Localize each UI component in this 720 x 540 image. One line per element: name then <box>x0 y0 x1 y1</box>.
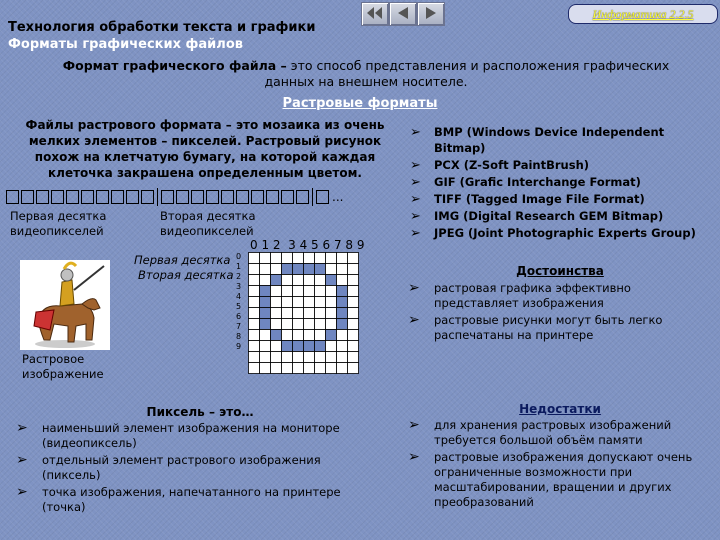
grid-cell <box>260 341 271 352</box>
list-item: ➢ TIFF (Tagged Image File Format) <box>410 192 645 207</box>
arrow-bullet-icon: ➢ <box>408 312 420 328</box>
grid-cell <box>260 286 271 297</box>
raster-image-caption: Растровое изображение <box>22 352 104 381</box>
list-item: ➢ растровые рисунки могут быть легко распечатаны на принтере <box>408 312 663 342</box>
grid-cell <box>260 275 271 286</box>
grid-cell <box>293 352 304 363</box>
grid-cell <box>337 352 348 363</box>
raster-formats-heading: Растровые форматы <box>282 96 438 111</box>
next-slide-button[interactable] <box>417 2 445 26</box>
grid-cell <box>304 352 315 363</box>
arrow-bullet-icon: ➢ <box>410 158 421 173</box>
list-item: ➢ точка изображения, напечатанного на принтере (точка) <box>16 484 341 514</box>
grid-cell <box>293 286 304 297</box>
grid-cell <box>304 253 315 264</box>
arrow-bullet-icon: ➢ <box>410 125 421 140</box>
grid-cell <box>282 308 293 319</box>
section-badge-link[interactable]: Информатика 2.2.5 <box>568 4 718 24</box>
pixel-cell <box>111 190 124 204</box>
grid-cell <box>260 253 271 264</box>
grid-cell <box>271 330 282 341</box>
pixel-cell <box>221 190 234 204</box>
pixel-cell <box>191 190 204 204</box>
pixel-cell <box>266 190 279 204</box>
grid-cell <box>304 363 315 374</box>
grid-cell <box>249 352 260 363</box>
grid-cell <box>260 319 271 330</box>
pixel-title: Пиксель – это… <box>146 405 254 419</box>
grid-cell <box>249 275 260 286</box>
pixel-cell <box>296 190 309 204</box>
grid-cell <box>293 297 304 308</box>
grid-cell <box>337 308 348 319</box>
grid-cell <box>326 286 337 297</box>
list-item: ➢ растровая графика эффективно представляет изображения <box>408 280 631 310</box>
grid-cell <box>282 286 293 297</box>
pixel-cell <box>6 190 19 204</box>
grid-cell <box>271 264 282 275</box>
pixel-cell <box>176 190 189 204</box>
grid-cell <box>315 352 326 363</box>
pixel-cell <box>141 190 154 204</box>
grid-cell <box>271 319 282 330</box>
grid-cell <box>337 341 348 352</box>
pixel-grid-svg <box>248 252 360 374</box>
pixel-cell <box>126 190 139 204</box>
grid-cell <box>293 275 304 286</box>
grid-cell <box>304 308 315 319</box>
grid-cell <box>282 297 293 308</box>
pixel-strip <box>6 188 343 206</box>
grid-cell <box>271 308 282 319</box>
grid-cell <box>315 308 326 319</box>
first-ten-label: Первая десятка видеопикселей <box>10 209 107 238</box>
disadvantages-list <box>408 418 708 512</box>
pixel-list <box>16 421 361 517</box>
arrow-bullet-icon: ➢ <box>410 209 421 224</box>
grid-cell <box>293 264 304 275</box>
grid-cell <box>271 286 282 297</box>
pixel-cell <box>81 190 94 204</box>
grid-cell <box>304 286 315 297</box>
grid-row-numbers: 0 1 2 3 4 5 6 7 8 9 <box>236 252 242 351</box>
disadvantages-title: Недостатки <box>519 402 601 416</box>
page-subtitle: Форматы графических файлов <box>8 37 243 52</box>
grid-cell <box>271 297 282 308</box>
list-item: ➢ PCX (Z-Soft PaintBrush) <box>410 158 590 173</box>
grid-cell <box>293 363 304 374</box>
pixel-cell <box>206 190 219 204</box>
list-item: ➢ GIF (Grafic Interchange Format) <box>410 175 641 190</box>
grid-cell <box>282 264 293 275</box>
grid-cell <box>315 330 326 341</box>
pixel-cell <box>36 190 49 204</box>
arrow-back-icon <box>366 6 384 20</box>
arrow-bullet-icon: ➢ <box>16 420 28 436</box>
arrow-bullet-icon: ➢ <box>410 175 421 190</box>
grid-cell <box>304 275 315 286</box>
raster-description: Файлы растрового формата – это мозаика из очень мелких элементов – пикселей. Растровый рисунок похож на клетчатую бумагу, на которой каждая клеточка закрашена определенным цветом. <box>25 118 385 180</box>
arrow-bullet-icon: ➢ <box>408 449 420 465</box>
grid-cell <box>282 275 293 286</box>
list-item: ➢ отдельный элемент растрового изображения (пиксель) <box>16 452 321 482</box>
grid-cell <box>348 308 359 319</box>
grid-second-ten-label: Вторая десятка <box>138 268 234 282</box>
grid-cell <box>304 341 315 352</box>
arrow-bullet-icon: ➢ <box>408 280 420 296</box>
grid-cell <box>249 264 260 275</box>
grid-cell <box>337 253 348 264</box>
arrow-right-icon <box>422 6 440 20</box>
second-ten-label: Вторая десятка видеопикселей <box>160 209 256 238</box>
grid-cell <box>348 264 359 275</box>
grid-cell <box>326 308 337 319</box>
list-item: ➢ для хранения растровых изображений требуется большой объём памяти <box>408 417 672 447</box>
grid-cell <box>326 297 337 308</box>
grid-cell <box>337 264 348 275</box>
grid-cell <box>249 286 260 297</box>
grid-cell <box>304 297 315 308</box>
format-definition <box>36 58 696 90</box>
grid-cell <box>337 319 348 330</box>
pixel-cell <box>96 190 109 204</box>
arrow-bullet-icon: ➢ <box>16 484 28 500</box>
arrow-bullet-icon: ➢ <box>408 417 420 433</box>
pixel-cell <box>236 190 249 204</box>
back-button[interactable] <box>361 2 389 26</box>
grid-cell <box>348 297 359 308</box>
grid-first-ten-label: Первая десятка <box>134 253 231 267</box>
grid-cell <box>282 363 293 374</box>
pixel-grid <box>248 252 360 378</box>
grid-cell <box>304 319 315 330</box>
grid-cell <box>348 275 359 286</box>
knight-image <box>20 260 110 354</box>
grid-cell <box>282 253 293 264</box>
grid-cell <box>293 319 304 330</box>
grid-cell <box>337 363 348 374</box>
grid-cell <box>348 253 359 264</box>
grid-cell <box>315 363 326 374</box>
grid-cell <box>326 363 337 374</box>
grid-cell <box>315 264 326 275</box>
formats-list <box>410 124 715 242</box>
grid-cell <box>293 341 304 352</box>
grid-cell <box>326 352 337 363</box>
grid-cell <box>315 319 326 330</box>
definition-text: это способ представления и расположения графических данных на внешнем носителе. <box>264 58 670 89</box>
grid-cell <box>271 363 282 374</box>
grid-cell <box>326 341 337 352</box>
grid-cell <box>315 275 326 286</box>
grid-cell <box>315 286 326 297</box>
grid-cell <box>293 253 304 264</box>
grid-cell <box>282 352 293 363</box>
pixel-cell <box>281 190 294 204</box>
grid-cell <box>315 341 326 352</box>
pixel-cell <box>161 190 174 204</box>
pixel-cell <box>251 190 264 204</box>
grid-cell <box>337 297 348 308</box>
arrow-bullet-icon: ➢ <box>16 452 28 468</box>
grid-cell <box>315 253 326 264</box>
grid-cell <box>326 253 337 264</box>
grid-cell <box>260 352 271 363</box>
grid-cell <box>249 253 260 264</box>
grid-cell <box>271 275 282 286</box>
grid-cell <box>348 330 359 341</box>
grid-cell <box>326 264 337 275</box>
arrow-left-icon <box>394 6 412 20</box>
grid-cell <box>282 330 293 341</box>
list-item: ➢ BMP (Windows Device Independent Bitmap) <box>410 125 665 155</box>
grid-cell <box>271 253 282 264</box>
grid-cell <box>326 275 337 286</box>
prev-slide-button[interactable] <box>389 2 417 26</box>
grid-cell <box>249 330 260 341</box>
pixel-cell <box>51 190 64 204</box>
grid-cell <box>348 352 359 363</box>
pixel-cell <box>66 190 79 204</box>
grid-cell <box>337 275 348 286</box>
pixel-cell <box>316 190 329 204</box>
grid-cell <box>348 319 359 330</box>
grid-cell <box>337 286 348 297</box>
grid-cell <box>271 352 282 363</box>
arrow-bullet-icon: ➢ <box>410 226 421 241</box>
list-item: ➢ растровые изображения допускают очень ограниченные возможности при масштабировании, вращении и других преобразований <box>408 449 693 509</box>
grid-cell <box>348 286 359 297</box>
arrow-bullet-icon: ➢ <box>410 192 421 207</box>
grid-cell <box>348 341 359 352</box>
strip-ellipsis: ... <box>332 190 344 204</box>
grid-cell <box>326 330 337 341</box>
grid-cell <box>260 297 271 308</box>
grid-cell <box>282 341 293 352</box>
grid-cell <box>293 330 304 341</box>
advantages-list <box>408 281 698 345</box>
grid-cell <box>249 341 260 352</box>
grid-cell <box>304 330 315 341</box>
grid-cell <box>249 308 260 319</box>
grid-cell <box>337 330 348 341</box>
grid-cell <box>260 264 271 275</box>
grid-cell <box>282 319 293 330</box>
grid-cell <box>271 341 282 352</box>
grid-cell <box>249 363 260 374</box>
grid-cell <box>249 319 260 330</box>
grid-cell <box>260 330 271 341</box>
definition-term: Формат графического файла – <box>62 58 287 73</box>
grid-cell <box>249 297 260 308</box>
page-title: Технология обработки текста и графики <box>8 20 316 35</box>
list-item: ➢ JPEG (Joint Photographic Experts Group) <box>410 226 696 241</box>
grid-cell <box>326 319 337 330</box>
list-item: ➢ IMG (Digital Research GEM Bitmap) <box>410 209 664 224</box>
grid-cell <box>293 308 304 319</box>
advantages-title: Достоинства <box>516 264 604 278</box>
grid-cell <box>260 308 271 319</box>
grid-cell <box>315 297 326 308</box>
list-item: ➢ наименьший элемент изображения на мониторе (видеопиксель) <box>16 420 340 450</box>
pixel-cell <box>21 190 34 204</box>
grid-cell <box>260 363 271 374</box>
grid-cell <box>348 363 359 374</box>
grid-cell <box>304 264 315 275</box>
grid-column-numbers: 0 1 2 3 4 5 6 7 8 9 <box>250 238 365 252</box>
